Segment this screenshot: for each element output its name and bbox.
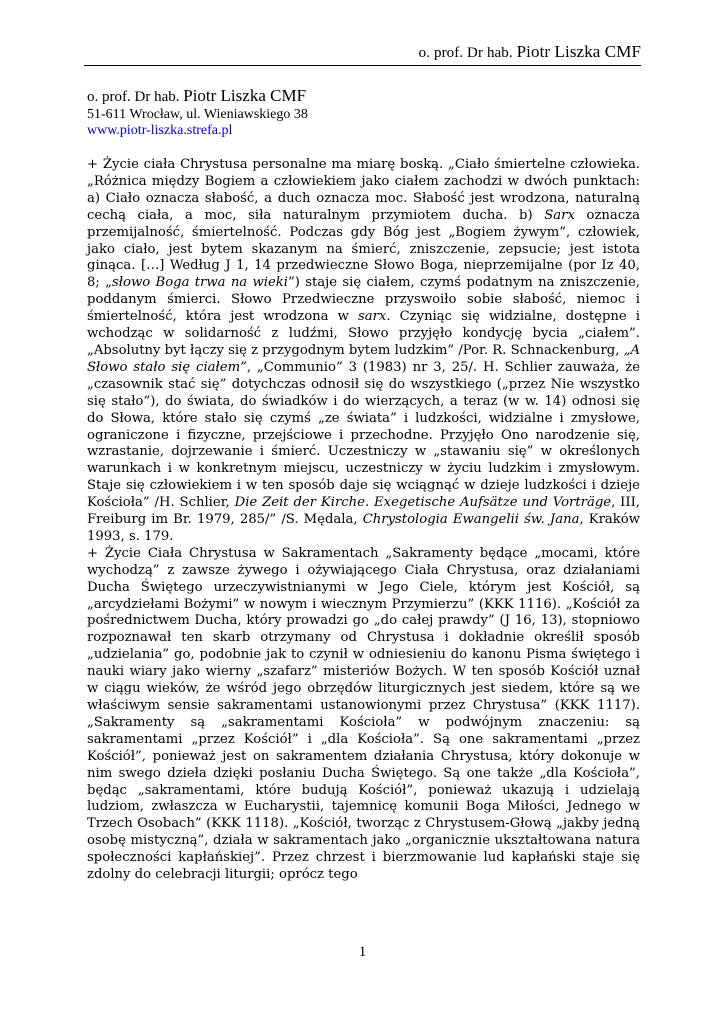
text-run: , Kraków 1993, s. 179. (87, 512, 640, 544)
author-website-link[interactable]: www.piotr-liszka.strefa.pl (87, 123, 233, 138)
text-run: , „Communio” 3 (1983) nr 3, 25/. H. Schlier zauważa, że „czasownik stać się” dotychczas odnosił się do wszystkiego („przez Nie wszystko się stało”), do świata, do świadków i do wierzących, a teraz (w w. 14) odnosi się do Słowa, które stało się czymś „ze świata” i ludzkości, widzialne i zmysłowe, ograniczone i fizyczne, przejściowe i przechodne. Przyjęło Ono narodzenie się, wzrastanie, dojrzewanie i śmierć. Uczestniczy w „stawaniu się” w określonych warunkach i w konkretnym miejscu, uczestniczy w życiu ludzkim i zmysłowym. Staje się człowiekiem i w ten sposób daje się wciągnąć w dzieje ludzkości i dzieje Kościoła” /H. Schlier, (87, 359, 641, 511)
italic-text: słowo Boga trwa na wieki (111, 275, 289, 291)
author-block (87, 86, 308, 139)
paragraph (87, 157, 640, 546)
italic-text: Chrystologia Ewangelii św. Jana (362, 512, 580, 528)
header-rule (84, 65, 641, 66)
page-number: 1 (358, 944, 367, 960)
italic-text: sarx (357, 309, 387, 325)
author-prefix: o. prof. Dr hab. (87, 89, 184, 105)
italic-text: Die Zeit der Kirche. Exegetische Aufsätze und Vorträge (234, 495, 612, 511)
author-name: Piotr Liszka CMF (183, 86, 307, 105)
running-header (419, 42, 641, 62)
author-name-line (87, 86, 308, 107)
header-prefix: o. prof. Dr hab. (418, 45, 517, 61)
text-run: , III, Freiburg im Br. 1979, 285/” /S. Mędala, (87, 495, 640, 528)
italic-text: Sarx (544, 207, 575, 223)
text-run: + Życie ciała Chrystusa personalne ma miarę boską. „Ciało śmiertelne człowieka. „Różnica między Bogiem a człowiekiem jako ciałem zachodzi w dwóch punktach: a) Ciało oznacza słabość, a duch oznacza moc. Słabość jest wrodzona, naturalną cechą ciała, a moc, siła naturalnym przymiotem ducha. b) (87, 157, 640, 223)
text-run: ”) staje się ciałem, czymś podatnym na zniszczenie, poddanym śmierci. Słowo Przedwieczne przyswoiło sobie słabość, niemoc i śmiertelność, która jest wrodzona w (87, 275, 641, 325)
body-text (87, 157, 640, 884)
header-author-name: Piotr Liszka CMF (516, 42, 641, 61)
text-run: oznacza przemijalność, śmiertelność. Podczas gdy Bóg jest „Bogiem żywym”, człowiek, jako ciało, jest bytem skazanym na śmierć, zniszczenie, zepsucie; jest istota ginąca. […] Według J 1, 14 przedwieczne Słowo Boga, nieprzemijalne (por Iz 40, 8; „ (87, 207, 640, 291)
paragraph (87, 546, 640, 884)
text-run: . Czyniąc się widzialne, dostępne i wchodząc w solidarność z ludźmi, Słowo przyjęło kondycję bycia „ciałem”. „Absolutny byt łączy się z przygodnym bytem ludzkim” /Por. R. Schnackenburg, (87, 309, 640, 358)
italic-text: „A Słowo stało się ciałem” (87, 342, 640, 375)
text-run: + Życie Ciała Chrystusa w Sakramentach „Sakramenty będące „mocami, które wychodzą” z zawsze żywego i ożywiającego Ciała Chrystusa, oraz działaniami Ducha Świętego urzeczywistnianymi w Jego Ciele, którym jest Kościół, są „arcydziełami Bożymi” w nowym i wiecznym Przymierzu” (KKK 1116). „Kościół za pośrednictwem Ducha, który prowadzi go „do całej prawdy” (J 16, 13), stopniowo rozpoznawał ten skarb otrzymany od Chrystusa i dokładnie określił sposób „udzielania” go, podobnie jak to czynił w odniesieniu do kanonu Pisma świętego i nauki wiary jako wierny „szafarz” misteriów Bożych. W ten sposób Kościół uznał w ciągu wieków, że wśród jego obrzędów liturgicznych jest siedem, które są we właściwym sensie sakramentami ustanowionymi przez Chrystusa” (KKK 1117). „Sakramenty są „sakramentami Kościoła” w podwójnym znaczeniu: są sakramentami „przez Kościół” i „dla Kościoła”. Są one sakramentami „przez Kościół”, ponieważ jest on sakramentem działania Chrystusa, który dokonuje w nim swego dzieła dzięki posłaniu Ducha Świętego. Są one także „dla Kościoła”, będąc „sakramentami, które budują Kościół”, ponieważ ukazują i udzielają ludziom, zwłaszcza w Eucharystii, tajemnicę komunii Boga Miłości, Jednego w Trzech Osobach” (KKK 1118). „Kościół, tworząc z Chrystusem-Głową „jakby jedną osobę mistyczną”, działa w sakramentach jako „organicznie ukształtowana natura społeczności kapłańskiej”. Przez chrzest i bierzmowanie lud kapłański staje się zdolny do celebracji liturgii; oprócz tego (87, 545, 640, 883)
author-address: 51-611 Wrocław, ul. Wieniawskiego 38 (87, 107, 308, 122)
